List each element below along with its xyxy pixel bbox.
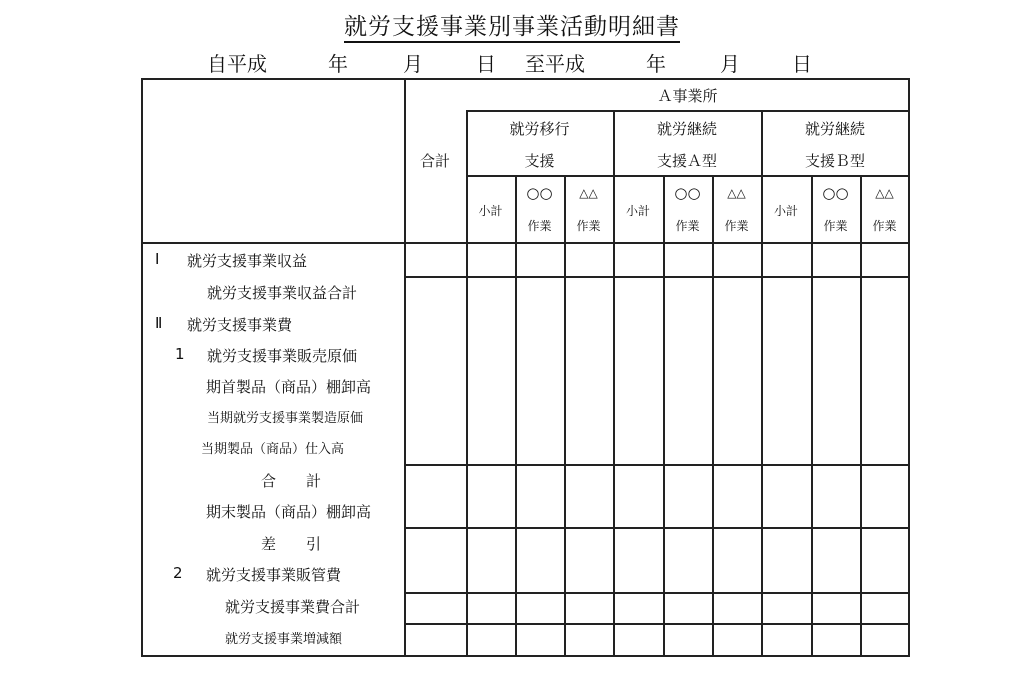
row-label: 就労支援事業費合計	[225, 598, 361, 616]
table-border-bottom	[141, 655, 910, 657]
row-number: 2	[173, 564, 183, 582]
row-line	[404, 623, 909, 625]
row-label: 差 引	[261, 535, 322, 553]
row-number: 1	[175, 345, 185, 363]
header-work1-top: ○○	[674, 184, 701, 202]
period-from-day: 日	[476, 52, 496, 76]
period-to-prefix: 至平成	[525, 52, 585, 76]
row-label: 合 計	[261, 472, 322, 490]
row-line	[404, 276, 909, 278]
period-from-prefix: 自平成	[207, 52, 267, 76]
header-group-3-line1: 就労継続	[804, 120, 865, 138]
row-line	[404, 527, 909, 529]
header-work2-bottom: 作業	[576, 219, 601, 233]
header-work2-bottom: 作業	[872, 219, 897, 233]
col-line	[515, 175, 517, 657]
header-work1-top: ○○	[526, 184, 553, 202]
row-line	[404, 464, 909, 466]
col-line	[466, 110, 468, 657]
table-border-top	[141, 78, 910, 80]
header-work1-bottom: 作業	[527, 219, 552, 233]
header-bottom-line	[141, 242, 910, 244]
period-from-month: 月	[403, 52, 423, 76]
row-label: 当期就労支援事業製造原価	[207, 411, 364, 426]
col-line	[811, 175, 813, 657]
header-work2-bottom: 作業	[724, 219, 749, 233]
row-label: 期首製品（商品）棚卸高	[206, 378, 372, 396]
header-group-2-line2: 支援Ａ型	[656, 152, 717, 170]
row-label: 就労支援事業販売原価	[207, 347, 358, 365]
row-line	[404, 592, 909, 594]
header-work1-bottom: 作業	[823, 219, 848, 233]
header-subtotal: 小計	[773, 204, 798, 218]
col-line	[860, 175, 862, 657]
col-line	[613, 110, 615, 657]
table-border-left	[141, 78, 143, 657]
col-line	[663, 175, 665, 657]
header-subtotal: 小計	[625, 204, 650, 218]
period-from-year: 年	[328, 52, 348, 76]
row-label: 期末製品（商品）棚卸高	[206, 503, 372, 521]
row-label: 就労支援事業増減額	[225, 632, 343, 647]
header-work2-top: △△	[727, 186, 746, 200]
col-line	[761, 110, 763, 657]
header-group-2-line1: 就労継続	[656, 120, 717, 138]
col-line	[564, 175, 566, 657]
row-number: Ⅰ	[155, 250, 160, 268]
period-to-month: 月	[720, 52, 740, 76]
group-header-line	[466, 175, 909, 177]
row-label: 当期製品（商品）仕入高	[201, 442, 345, 457]
document-title: 就労支援事業別事業活動明細書	[0, 8, 1024, 41]
row-number: Ⅱ	[155, 314, 163, 332]
header-group-1-line2: 支援	[524, 152, 555, 170]
row-label: 就労支援事業収益	[187, 252, 308, 270]
period-to-day: 日	[792, 52, 812, 76]
col-line	[712, 175, 714, 657]
header-work1-top: ○○	[822, 184, 849, 202]
header-work1-bottom: 作業	[675, 219, 700, 233]
office-header-line	[466, 110, 909, 112]
header-work2-top: △△	[579, 186, 598, 200]
period-to-year: 年	[646, 52, 666, 76]
header-group-3-line2: 支援Ｂ型	[804, 152, 865, 170]
row-label: 就労支援事業収益合計	[207, 284, 358, 302]
header-total: 合計	[419, 152, 450, 170]
header-work2-top: △△	[875, 186, 894, 200]
header-group-1-line1: 就労移行	[509, 120, 570, 138]
header-subtotal: 小計	[478, 204, 503, 218]
row-label: 就労支援事業販管費	[206, 566, 342, 584]
row-label: 就労支援事業費	[187, 316, 293, 334]
header-office: Ａ事業所	[657, 87, 718, 105]
